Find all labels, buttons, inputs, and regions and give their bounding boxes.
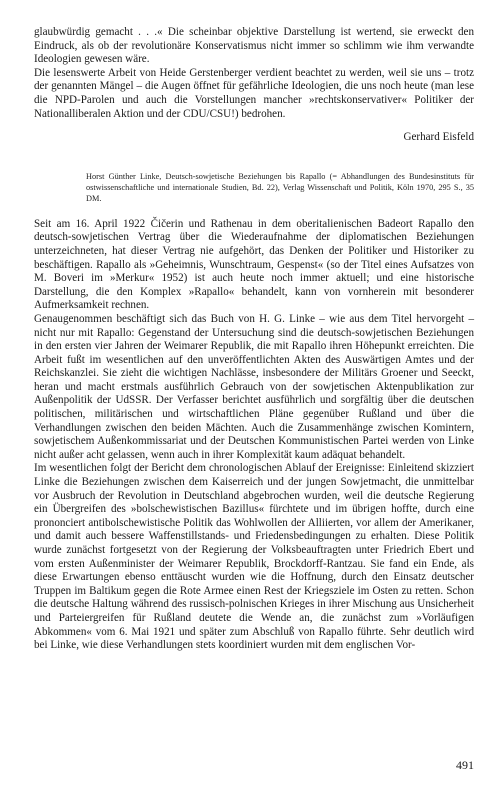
previous-review-ending <box>34 26 474 145</box>
book-review-body <box>34 218 474 653</box>
book-citation: Horst Günther Linke, Deutsch-sowjetische Beziehungen bis Rapallo (= Abhandlungen des Bundesinstituts für ostwissenschaftliche und internationale Studien, Bd. 22), Verlag Wissenschaft und Politik, Köln 1970, 295 S., 35 DM. <box>86 171 474 203</box>
page-number: 491 <box>456 758 474 772</box>
previous-review-paragraph-1: glaubwürdig gemacht . . .« Die scheinbar objektive Darstellung ist wertend, sie erweckt den Eindruck, als ob der revolutionäre Konservatismus nicht immer so schlimm wie ihm verwandte Ideologien gewesen wäre. <box>34 26 474 66</box>
previous-review-paragraph-2: Die lesenswerte Arbeit von Heide Gerstenberger verdient beachtet zu werden, weil sie uns – trotz der genannten Mängel – die Augen öffnet für gefährliche Ideologien, die uns noch heute (man lese die NPD-Parolen und auch die Vorstellungen mancher »rechtskonservativer« Politiker der Nationalliberalen Aktion und der CDU/CSU!) bedrohen. <box>34 66 474 120</box>
review-paragraph-3: Im wesentlichen folgt der Bericht dem chronologischen Ablauf der Ereignisse: Einleitend skizziert Linke die Beziehungen zwischen dem Kaiserreich und der jungen Sowjetmacht, die unmittelbar vor Ausbruch der Revolution in Deutschland abgebrochen wurden, weil die deutsche Regierung ein Übergreifen des »bolschewistischen Bazillus« fürchtete und im übrigen hoffte, durch eine prononciert antibolschewistische Politik das Wohlwollen der Alliierten, vor allem der Amerikaner, und damit auch bessere Waffenstillstands- und Friedensbedingungen zu erhalten. Diese Politik wurde zunächst fortgesetzt von der Regierung der Volksbeauftragten unter Friedrich Ebert und vom ersten Außenminister der Weimarer Republik, Brockdorff-Rantzau. Sie fand ein Ende, als diese Erwartungen ebenso enttäuscht wurden wie die Hoffnung, durch den Einsatz deutscher Truppen im Baltikum gegen die Rote Armee einen Rest der Kriegsziele im Osten zu retten. Schon die deutsche Haltung während des russisch-polnischen Krieges in ihrer Mischung aus Unsicherheit und Parteiergreifen für Rußland deutete die Wende an, die zunächst zum »Vorläufigen Abkommen« vom 6. Mai 1921 und später zum Abschluß von Rapallo führte. Sehr deutlich wird bei Linke, wie diese Verhandlungen stets koordiniert wurden mit dem englischen Vor- <box>34 462 474 652</box>
page-content <box>34 26 474 653</box>
review-paragraph-1: Seit am 16. April 1922 Čičerin und Rathenau in dem oberitalienischen Badeort Rapallo den deutsch-sowjetischen Vertrag über die Wiederaufnahme der diplomatischen Beziehungen unterzeichneten, hat dieser Vertrag nie aufgehört, das Denken der Politiker und Historiker zu beschäftigen. Rapallo als »Geheimnis, Wunschtraum, Gespenst« (so der Titel eines Aufsatzes von M. Boveri im »Merkur« 1952) ist auch heute noch immer aktuell; und eine historische Darstellung, die den Komplex »Rapallo« behandelt, kann von vornherein mit besonderer Aufmerksamkeit rechnen. <box>34 217 474 312</box>
reviewer-signature: Gerhard Eisfeld <box>403 131 474 144</box>
review-paragraph-2: Genaugenommen beschäftigt sich das Buch von H. G. Linke – wie aus dem Titel hervorgeht – nicht nur mit Rapallo: Gegenstand der Untersuchung sind die deutsch-sowjetischen Beziehungen in den ersten vier Jahren der Weimarer Republik, die mit Rapallo ihren Höhepunkt erreichten. Die Arbeit fußt im wesentlichen auf den unveröffentlichten Akten des Auswärtigen Amtes und der Reichskanzlei. Sie zieht die wichtigen Nachlässe, insbesondere der Militärs Groener und Seeckt, heran und macht erstmals ausführlich Gebrauch von der sowjetischen Aktenpublikation zur Außenpolitik der UdSSR. Der Verfasser berichtet ausführlich und sorgfältig über die deutschen politischen, militärischen und wirtschaftlichen Pläne gegenüber Rußland und über die Verhandlungen zwischen den beiden Mächten. Auch die Zusammenhänge zwischen Komintern, sowjetischem Außenkommissariat und der Deutschen Kommunistischen Partei werden von Linke nicht außer acht gelassen, wenn auch in ihrer Komplexität kaum adäquat behandelt. <box>34 312 474 461</box>
